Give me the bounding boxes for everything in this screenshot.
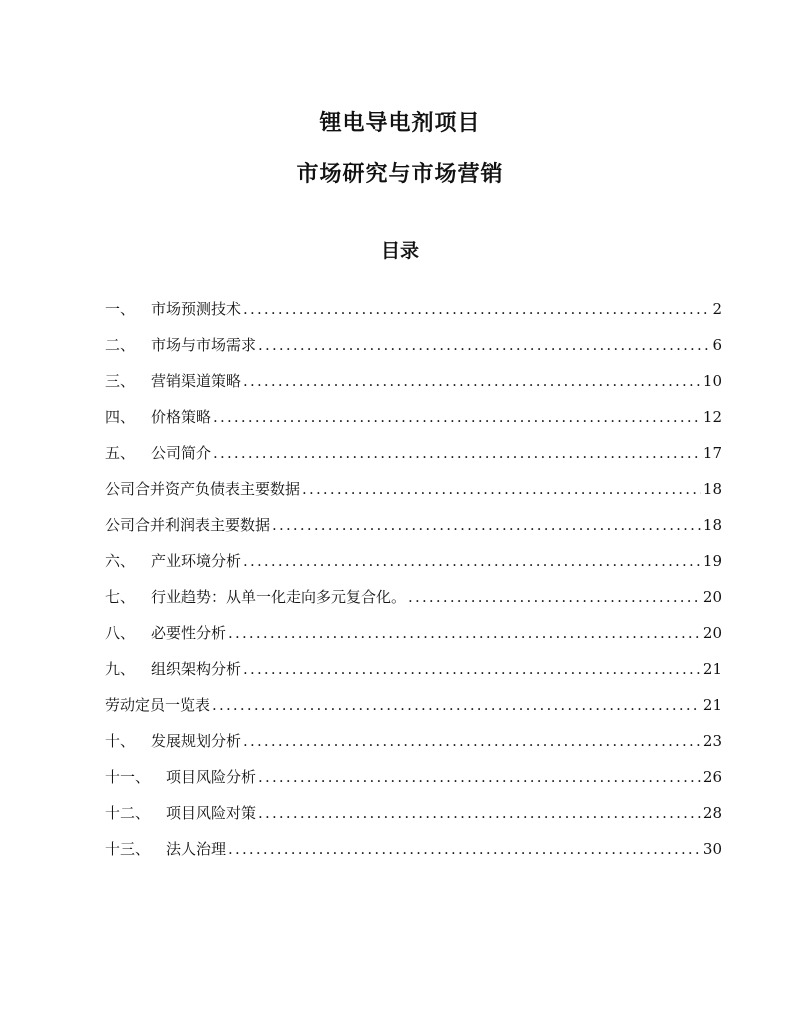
toc-entry-title: 产业环境分析 [151, 552, 242, 570]
toc-entry[interactable] [105, 463, 722, 499]
toc-entry-title: 法人治理 [166, 840, 227, 858]
toc-entry-page-number: 21 [702, 660, 722, 678]
toc-entry-leader [406, 587, 701, 607]
toc-entry[interactable] [105, 787, 722, 823]
toc-entry-number: 十、 [105, 732, 136, 750]
toc-entry-title: 必要性分析 [151, 624, 227, 642]
toc-entry[interactable] [105, 715, 722, 751]
toc-entry-leader [241, 731, 701, 751]
toc-entry-page-number: 20 [702, 624, 722, 642]
toc-entry-page-number: 28 [702, 804, 722, 822]
toc-entry-leader [226, 839, 701, 859]
toc-entry-page-number: 18 [702, 516, 722, 534]
toc-entry[interactable] [105, 607, 722, 643]
toc-entry[interactable] [105, 823, 722, 859]
toc-entry-number: 二、 [105, 336, 136, 354]
toc-entry-page-number: 6 [712, 336, 722, 354]
toc-entry[interactable] [105, 751, 722, 787]
toc-entry-leader [210, 695, 701, 715]
toc-entry-title: 市场预测技术 [151, 300, 242, 318]
toc-entry-number: 六、 [105, 552, 136, 570]
toc-entry-title: 劳动定员一览表 [105, 696, 211, 714]
document-title: 锂电导电剂项目 [319, 110, 481, 136]
toc-entry[interactable] [105, 427, 722, 463]
toc-entry-title: 营销渠道策略 [151, 372, 242, 390]
toc-entry-title: 市场与市场需求 [151, 336, 257, 354]
toc-entry-leader [241, 299, 710, 319]
toc-entry-number: 九、 [105, 660, 136, 678]
toc-entry[interactable] [105, 679, 722, 715]
toc-entry-title: 公司简介 [151, 444, 212, 462]
toc-entry[interactable] [105, 355, 722, 391]
toc-entry-leader [241, 659, 701, 679]
toc-entry-number: 十三、 [105, 840, 151, 858]
toc-entry[interactable] [105, 391, 722, 427]
toc-entry-leader [241, 371, 701, 391]
table-of-contents [105, 283, 722, 859]
toc-entry-title: 公司合并资产负债表主要数据 [105, 480, 301, 498]
toc-entry-leader [270, 515, 701, 535]
toc-entry-page-number: 12 [702, 408, 722, 426]
toc-entry-leader [256, 335, 710, 355]
toc-entry-leader [300, 479, 701, 499]
toc-entry-title: 项目风险对策 [166, 804, 257, 822]
toc-entry[interactable] [105, 319, 722, 355]
toc-entry-title: 发展规划分析 [151, 732, 242, 750]
toc-entry-leader [211, 443, 701, 463]
toc-entry[interactable] [105, 499, 722, 535]
toc-entry-title: 行业趋势：从单一化走向多元复合化。 [151, 588, 407, 606]
toc-entry-number: 五、 [105, 444, 136, 462]
toc-entry-number: 一、 [105, 300, 136, 318]
toc-entry-leader [211, 407, 701, 427]
toc-entry-number: 四、 [105, 408, 136, 426]
toc-entry-title: 价格策略 [151, 408, 212, 426]
toc-entry-number: 十一、 [105, 768, 151, 786]
toc-entry-leader [256, 767, 701, 787]
toc-entry-page-number: 18 [702, 480, 722, 498]
toc-entry-title: 项目风险分析 [166, 768, 257, 786]
toc-entry-number: 十二、 [105, 804, 151, 822]
toc-entry[interactable] [105, 283, 722, 319]
toc-entry-number: 八、 [105, 624, 136, 642]
toc-entry-page-number: 20 [702, 588, 722, 606]
toc-entry-page-number: 2 [712, 300, 722, 318]
toc-entry-page-number: 19 [702, 552, 722, 570]
toc-entry[interactable] [105, 643, 722, 679]
toc-entry-leader [226, 623, 701, 643]
toc-entry-page-number: 23 [702, 732, 722, 750]
toc-entry-number: 三、 [105, 372, 136, 390]
toc-entry-page-number: 10 [702, 372, 722, 390]
toc-entry-number: 七、 [105, 588, 136, 606]
toc-entry-page-number: 30 [702, 840, 722, 858]
toc-entry-page-number: 21 [702, 696, 722, 714]
document-subtitle: 市场研究与市场营销 [296, 161, 504, 187]
toc-entry[interactable] [105, 535, 722, 571]
toc-entry-leader [256, 803, 701, 823]
toc-entry-leader [241, 551, 701, 571]
toc-heading: 目录 [380, 240, 419, 262]
toc-entry[interactable] [105, 571, 722, 607]
toc-entry-title: 组织架构分析 [151, 660, 242, 678]
toc-entry-page-number: 26 [702, 768, 722, 786]
toc-entry-page-number: 17 [702, 444, 722, 462]
toc-entry-title: 公司合并利润表主要数据 [105, 516, 271, 534]
